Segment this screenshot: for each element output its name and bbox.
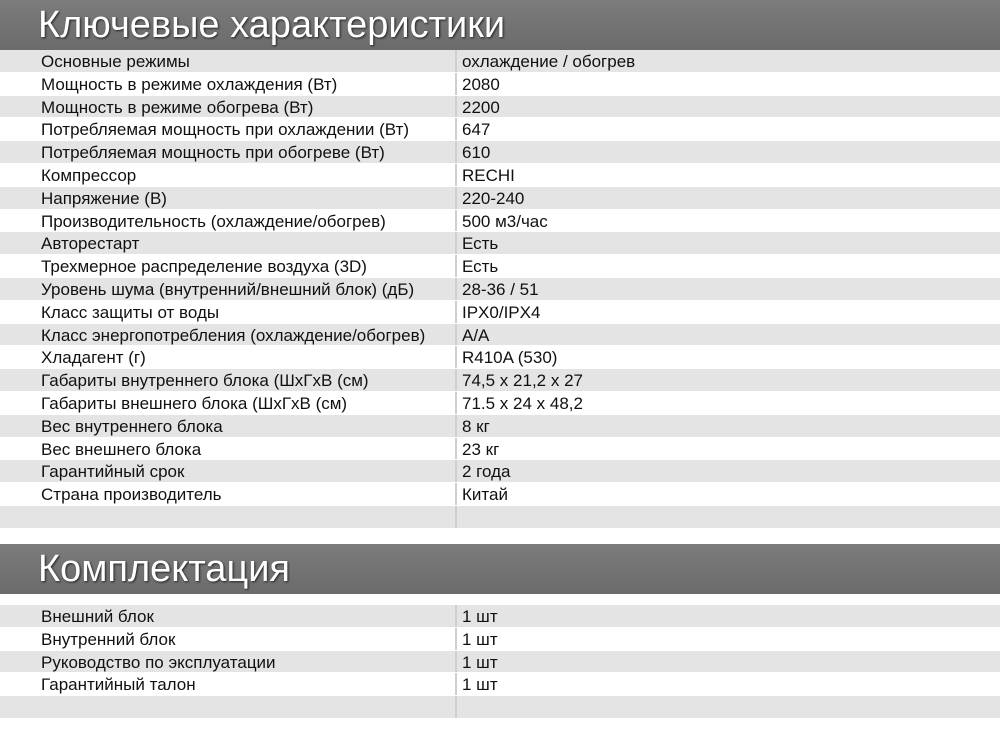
table-row — [0, 73, 1000, 96]
column-divider — [455, 324, 457, 346]
row-label: Габариты внутреннего блока (ШхГхВ (см) — [41, 371, 369, 391]
column-divider — [455, 50, 457, 72]
row-value: 8 кг — [462, 416, 490, 436]
column-divider — [455, 392, 457, 414]
column-divider — [455, 346, 457, 368]
row-label: Авторестарт — [41, 234, 140, 254]
row-value: 1 шт — [462, 675, 498, 695]
table-row — [0, 187, 1000, 210]
row-label: Вес внутреннего блока — [41, 416, 223, 436]
row-value: 1 шт — [462, 652, 498, 672]
table-row — [0, 605, 1000, 628]
row-value: 1 шт — [462, 607, 498, 626]
column-divider — [455, 506, 457, 528]
table-row — [0, 673, 1000, 696]
row-label: Напряжение (В) — [41, 188, 167, 208]
row-value: 2200 — [462, 97, 500, 117]
column-divider — [455, 415, 457, 437]
column-divider — [455, 278, 457, 300]
row-value: IPX0/IPX4 — [462, 302, 541, 322]
row-label: Уровень шума (внутренний/внешний блок) (дБ) — [41, 279, 415, 299]
row-value: 647 — [462, 120, 491, 140]
column-divider — [455, 141, 457, 163]
row-label: Потребляемая мощность при обогреве (Вт) — [41, 143, 385, 163]
row-value: RECHI — [462, 165, 515, 185]
column-divider — [455, 696, 457, 718]
row-label: Мощность в режиме обогрева (Вт) — [41, 97, 314, 117]
column-divider — [455, 605, 457, 627]
column-divider — [455, 369, 457, 391]
row-value: Китай — [462, 485, 508, 505]
kit-table — [0, 605, 1000, 719]
row-label: Гарантийный срок — [41, 462, 185, 482]
table-row — [0, 141, 1000, 164]
specs-table — [0, 50, 1000, 529]
table-row — [0, 232, 1000, 255]
specs-section-header — [0, 0, 1000, 50]
table-row-empty — [0, 506, 1000, 529]
table-row — [0, 210, 1000, 233]
table-row — [0, 628, 1000, 651]
column-divider — [455, 483, 457, 505]
table-row — [0, 255, 1000, 278]
column-divider — [455, 73, 457, 95]
column-divider — [455, 255, 457, 277]
table-row — [0, 346, 1000, 369]
column-divider — [455, 96, 457, 118]
column-divider — [455, 460, 457, 482]
row-value: 500 м3/час — [462, 211, 548, 231]
row-label: Внутренний блок — [41, 629, 176, 649]
table-row — [0, 369, 1000, 392]
row-label: Руководство по эксплуатации — [41, 652, 276, 672]
table-row — [0, 96, 1000, 119]
table-row — [0, 278, 1000, 301]
column-divider — [455, 651, 457, 673]
row-value: 74,5 х 21,2 х 27 — [462, 371, 583, 391]
row-value: охлаждение / обогрев — [462, 52, 636, 71]
table-row — [0, 50, 1000, 73]
column-divider — [455, 187, 457, 209]
row-label: Мощность в режиме охлаждения (Вт) — [41, 74, 338, 94]
row-value: 23 кг — [462, 439, 500, 459]
column-divider — [455, 118, 457, 140]
specs-section-title: Ключевые характеристики — [38, 4, 506, 46]
row-value: Есть — [462, 234, 499, 254]
row-label: Страна производитель — [41, 485, 222, 505]
row-label: Гарантийный талон — [41, 675, 196, 695]
row-value: 2080 — [462, 74, 500, 94]
row-value: A/A — [462, 325, 490, 345]
column-divider — [455, 673, 457, 695]
row-label: Внешний блок — [41, 607, 154, 626]
row-label: Вес внешнего блока — [41, 439, 202, 459]
row-value: 1 шт — [462, 629, 498, 649]
row-label: Габариты внешнего блока (ШхГхВ (см) — [41, 393, 348, 413]
row-value: Есть — [462, 257, 499, 277]
table-row — [0, 438, 1000, 461]
row-value: R410A (530) — [462, 348, 558, 368]
table-row — [0, 483, 1000, 506]
row-label: Хладагент (г) — [41, 348, 146, 368]
kit-section-title: Комплектация — [38, 548, 291, 590]
column-divider — [455, 438, 457, 460]
column-divider — [455, 301, 457, 323]
row-value: 28-36 / 51 — [462, 279, 539, 299]
table-row — [0, 392, 1000, 415]
table-row — [0, 460, 1000, 483]
row-value: 220-240 — [462, 188, 525, 208]
table-row — [0, 164, 1000, 187]
row-value: 71.5 х 24 х 48,2 — [462, 393, 583, 413]
table-row — [0, 415, 1000, 438]
row-value: 2 года — [462, 462, 511, 482]
table-row — [0, 301, 1000, 324]
row-label: Потребляемая мощность при охлаждении (Вт) — [41, 120, 410, 140]
row-label: Основные режимы — [41, 52, 190, 71]
row-label: Компрессор — [41, 165, 137, 185]
row-value: 610 — [462, 143, 491, 163]
column-divider — [455, 210, 457, 232]
row-label: Производительность (охлаждение/обогрев) — [41, 211, 386, 231]
kit-section-header — [0, 544, 1000, 594]
row-label: Класс энергопотребления (охлаждение/обогрев) — [41, 325, 426, 345]
table-row — [0, 118, 1000, 141]
column-divider — [455, 164, 457, 186]
table-row — [0, 651, 1000, 674]
table-row-empty — [0, 696, 1000, 719]
column-divider — [455, 232, 457, 254]
row-label: Трехмерное распределение воздуха (3D) — [41, 257, 367, 277]
table-row — [0, 324, 1000, 347]
row-label: Класс защиты от воды — [41, 302, 220, 322]
column-divider — [455, 628, 457, 650]
